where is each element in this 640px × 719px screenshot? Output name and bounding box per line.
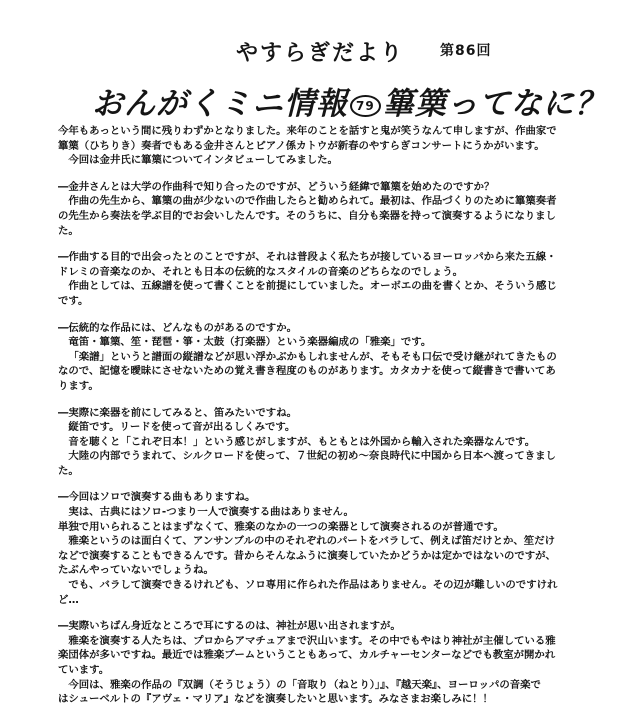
question-line: ―実際いちばん身近なところで耳にするのは、神社が思い出されますが。 [58, 620, 401, 633]
feature-number-circle: 79 [350, 95, 381, 117]
answer-line: 大陸の内部でうまれて、シルクロードを使って、７世紀の初め～奈良時代に中国から日本へ渡ってきまし [68, 450, 556, 463]
answer-line: などで演奏することもできるんです。昔からそんなふうに演奏していたかどうかは定かではないのですが、 [58, 549, 556, 562]
question-line: ―金井さんとは大学の作曲科で知り合ったのですが、どういう経緯で篳篥を始めたのですか？ [58, 180, 495, 193]
feature-title [92, 78, 607, 123]
answer-line: なので、記憶を曖昧にさせないための覚え書き程度のものがあります。カタカナを使って縦書きで書いてあ [58, 365, 556, 378]
answer-line: 作曲としては、五線譜を使って書くことを前提にしていました。オーボエの曲を書くとか、そういう感じ [68, 280, 557, 293]
newsletter-title: やすらぎだより [235, 41, 404, 66]
answer-line: 音を聴くと「これぞ日本！」という感じがしますが、もともとは外国から輸入された楽器なんです。 [68, 435, 536, 448]
answer-line: 今回は、雅楽の作品の『双調（そうじょう）の「音取り（ねとり）」』、『越天楽』、ヨーロッパの音楽で [68, 678, 541, 691]
answer-line: ど… [58, 593, 79, 606]
answer-line: です。 [58, 294, 89, 307]
intro-line: 今回は金井氏に篳篥についてインタビューしてみました。 [68, 154, 338, 167]
issue-number: 第86回 [440, 43, 492, 59]
answer-line: 竜笛・篳篥、笙・琵琶・箏・太鼓（打楽器）という楽器編成の「雅楽」です。 [68, 336, 432, 349]
answer-line: た。 [58, 224, 79, 237]
answer-line: 雅楽を演奏する人たちは、プロからアマチュアまで沢山います。その中でもやはり神社が主催している雅 [68, 634, 556, 647]
answer-line: はシューベルトの『アヴェ・マリア』などを演奏したいと思います。みなさまお楽しみに！！ [58, 693, 493, 706]
question-line: ―今回はソロで演奏する曲もありますね。 [58, 491, 256, 504]
answer-line: 実は、古典にはソロ-つまり一人で演奏する曲はありません。 [68, 506, 354, 519]
answer-line: 単独で用いられることはまずなくて、雅楽のなかの一つの楽器として演奏されるのが普通です。 [58, 520, 504, 533]
question-line: ―伝統的な作品には、どんなものがあるのですか。 [58, 321, 297, 334]
answer-line: の先生から奏法を学ぶ目的でお会いしたんです。そのうちに、自分も楽器を持って演奏するようになりまし [58, 209, 556, 222]
answer-line: ります。 [58, 379, 99, 392]
question-line: ドレミの音楽なのか、それとも日本の伝統的なスタイルの音楽のどちらなのでしょう。 [58, 265, 464, 278]
answer-line: 「楽譜」というと譜面の縦譜などが思い浮かぶかもしれませんが、そもそも口伝で受け継がれてきたもの [68, 350, 557, 363]
qa-section-1 [58, 180, 578, 238]
qa-section-5 [58, 490, 578, 607]
answer-line: でも、バラして演奏できるけれども、ソロ専用に作られた作品はありません。その辺が難しいのですけれ [68, 579, 558, 592]
answer-line: 雅楽というのは面白くて、アンサンブルの中のそれぞれのパートをバラして、例えば笛だけとか、笙だけ [68, 535, 555, 548]
answer-line: 作曲の先生から、篳篥の曲が少ないので作曲したらと勧められて。最初は、作品づくりのために篳篥奏者 [68, 195, 557, 208]
question-line: ―実際に楽器を前にしてみると、笛みたいですね。 [58, 406, 297, 419]
question-line: ―作曲する目的で出会ったとのことですが、それは普段よく私たちが接しているヨーロッパから来た五線・ [58, 251, 557, 264]
qa-section-2 [58, 250, 578, 308]
answer-line: ています。 [58, 664, 110, 676]
intro-line: 篳篥（ひちりき）奏者でもある金井さんとピアノ係カトウが新春のやすらぎコンサートにうかがいます。 [58, 139, 545, 152]
answer-line: 楽団体が多いですね。最近では雅楽ブームということもあって、カルチャーセンターなどでも教室が開かれ [58, 649, 556, 662]
qa-section-4 [58, 406, 578, 479]
feature-title-prefix: おんがくミニ情報 [92, 86, 348, 122]
answer-line: 縦笛です。リードを使って音が出るしくみです。 [68, 421, 296, 434]
qa-section-3 [58, 321, 578, 394]
interview-body [58, 124, 578, 719]
intro-paragraph [58, 124, 578, 168]
answer-line: たぶんやっていないでしょうね。 [58, 564, 214, 577]
qa-section-6 [58, 619, 578, 707]
answer-line: た。 [58, 464, 79, 477]
newsletter-header [0, 0, 640, 122]
intro-line: 今年もあっという間に残りわずかとなりました。来年のことを話すと鬼が笑うなんて申しますが、作曲家で [58, 125, 557, 137]
feature-title-suffix: 篳篥ってなに？ [382, 86, 607, 122]
